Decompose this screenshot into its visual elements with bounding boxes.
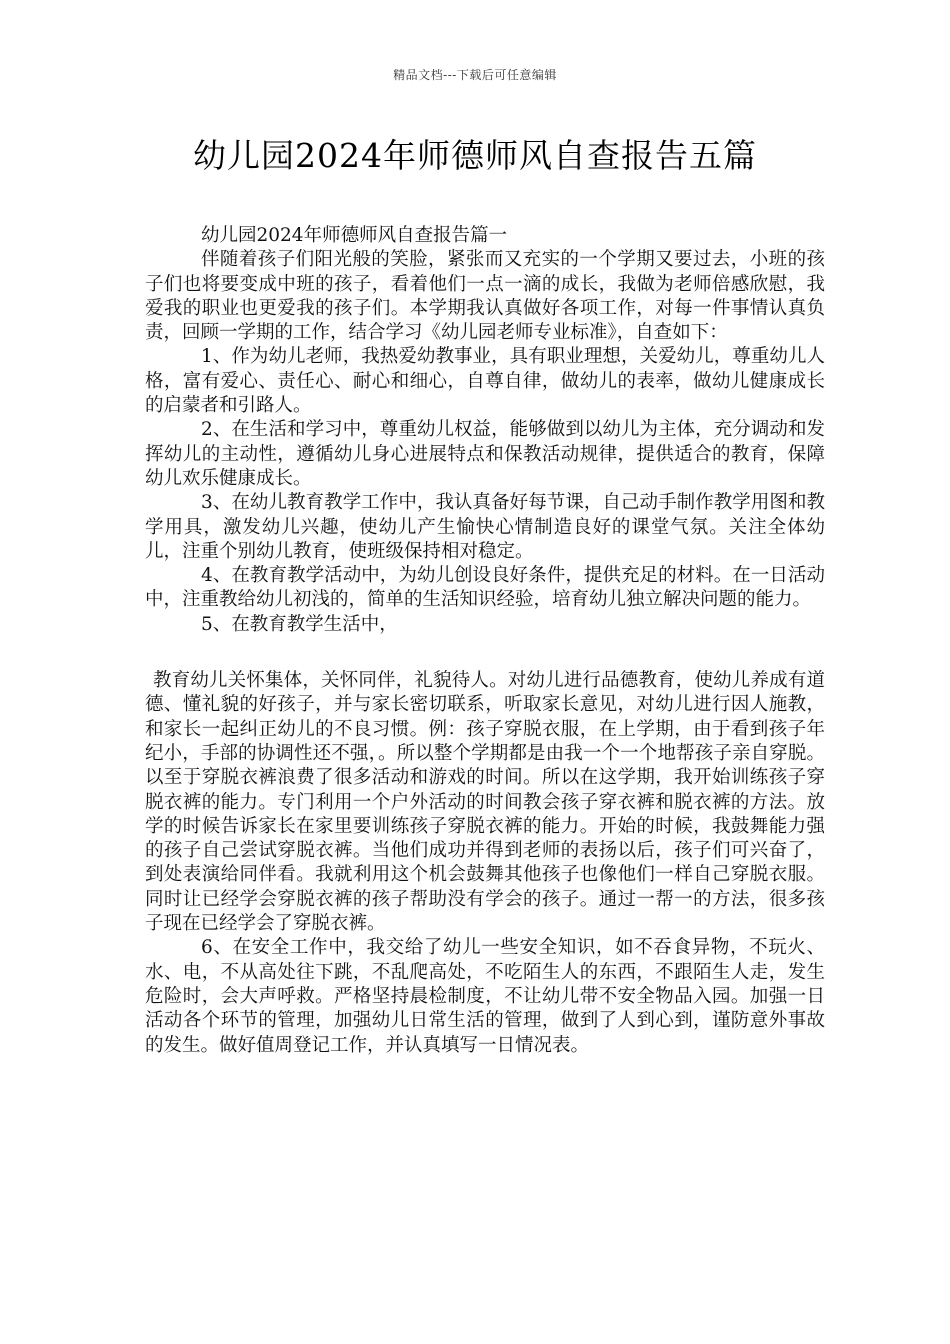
section-heading: 幼儿园2024年师德师风自查报告篇一 (201, 225, 508, 246)
list-item-6: 6、在安全工作中，我交给了幼儿一些安全知识，如不吞食异物，不玩火、水、电，不从高处往下跳，不乱爬高处，不吃陌生人的东西，不跟陌生人走，发生危险时，会大声呼救。严格坚持晨检制度，不让幼儿带不安全物品入园。加强一日活动各个环节的管理，加强幼儿日常生活的管理，做到了人到心到，谨防意外事故的发生。做好值周登记工作，并认真填写一日情况表。 (145, 937, 825, 1056)
list-item-1: 1、作为幼儿老师，我热爱幼教事业，具有职业理想，关爱幼儿，尊重幼儿人格，富有爱心、责任心、耐心和细心，自尊自律，做幼儿的表率，做幼儿健康成长的启蒙者和引路人。 (145, 346, 825, 417)
paragraph-gap (145, 637, 825, 669)
intro-paragraph: 伴随着孩子们阳光般的笑脸，紧张而又充实的一个学期又要过去，小班的孩子们也将要变成中班的孩子，看着他们一点一滴的成长，我做为老师倍感欣慰，我爱我的职业也更爱我的孩子们。本学期我认真做好各项工作，对每一件事情认真负责，回顾一学期的工作，结合学习《幼儿园老师专业标准》，自查如下： (145, 249, 825, 344)
document-body (145, 224, 825, 1058)
header-note: 精品文档---下载后可任意编辑 (393, 68, 557, 82)
document-title: 幼儿园2024年师德师风自查报告五篇 (193, 136, 757, 175)
list-item-2: 2、在生活和学习中，尊重幼儿权益，能够做到以幼儿为主体，充分调动和发挥幼儿的主动性，遵循幼儿身心进展特点和保教活动规律，提供适合的教育，保障幼儿欢乐健康成长。 (145, 419, 825, 489)
list-item-5-continued: 教育幼儿关怀集体，关怀同伴，礼貌待人。对幼儿进行品德教育，使幼儿养成有道德、懂礼貌的好孩子，并与家长密切联系，听取家长意见，对幼儿进行因人施教，和家长一起纠正幼儿的不良习惯。例：孩子穿脱衣服，在上学期，由于看到孩子年纪小，手部的协调性还不强，。所以整个学期都是由我一个一个地帮孩子亲自穿脱。以至于穿脱衣裤浪费了很多活动和游戏的时间。所以在这学期，我开始训练孩子穿脱衣裤的能力。专门利用一个户外活动的时间教会孩子穿衣裤和脱衣裤的方法。放学的时候告诉家长在家里要训练孩子穿脱衣裤的能力。开始的时候，我鼓舞能力强的孩子自己尝试穿脱衣裤。当他们成功并得到老师的表扬以后，孩子们可兴奋了，到处表演给同伴看。我就利用这个机会鼓舞其他孩子也像他们一样自己穿脱衣服。同时让已经学会穿脱衣裤的孩子帮助没有学会的孩子。通过一帮一的方法，很多孩子现在已经学会了穿脱衣裤。 (145, 670, 825, 935)
list-item-4: 4、在教育教学活动中，为幼儿创设良好条件，提供充足的材料。在一日活动中，注重教给幼儿初浅的，简单的生活知识经验，培育幼儿独立解决问题的能力。 (145, 565, 825, 611)
list-item-5: 5、在教育教学生活中， (201, 613, 398, 635)
list-item-3: 3、在幼儿教育教学工作中，我认真备好每节课，自己动手制作教学用图和教学用具，激发幼儿兴趣，使幼儿产生愉快心情制造良好的课堂气氛。关注全体幼儿，注重个别幼儿教育，使班级保持相对稳定。 (145, 492, 825, 562)
